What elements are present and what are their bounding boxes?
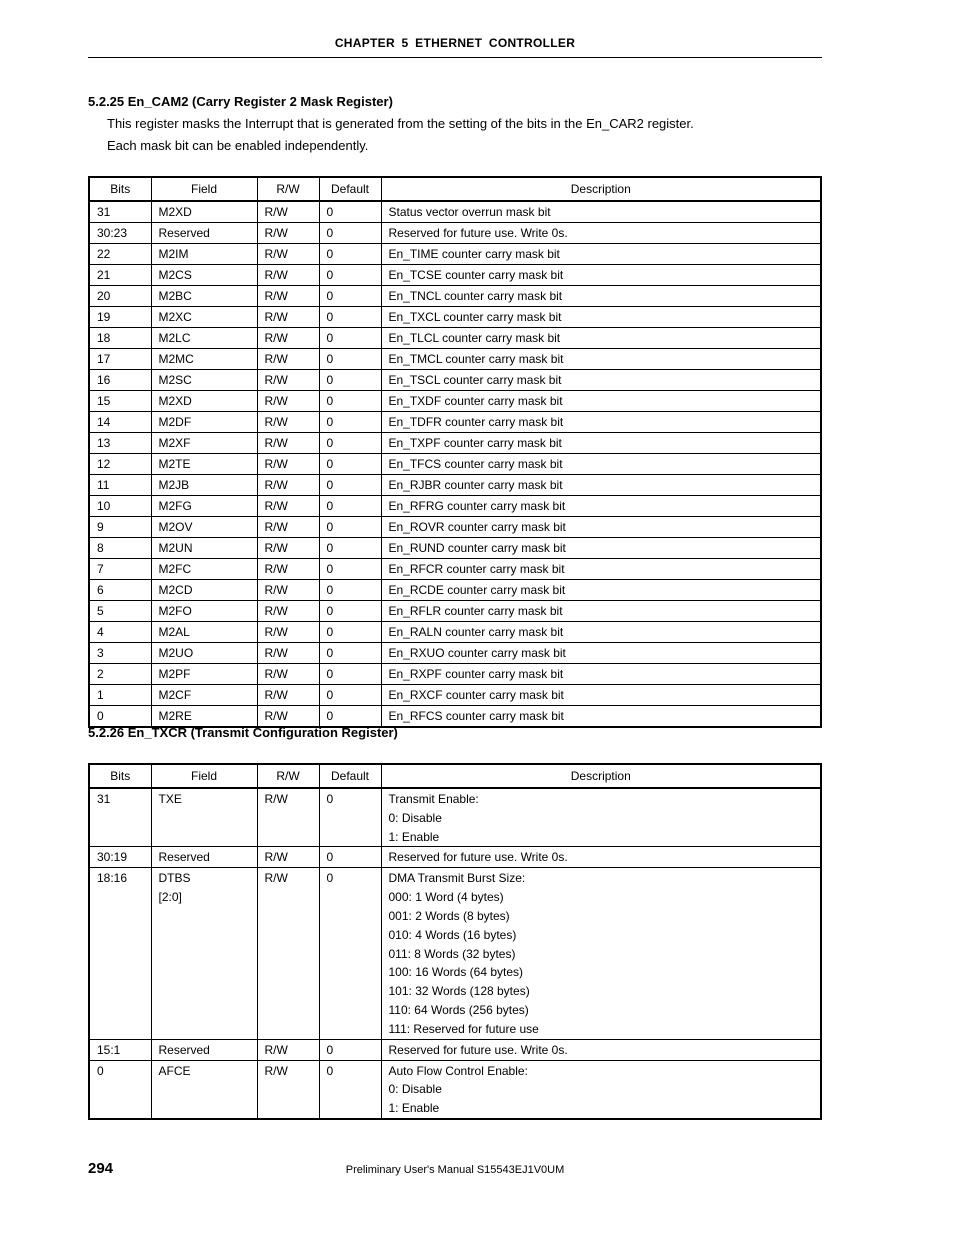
cell-field-line: [2:0] [158, 890, 182, 905]
cell-rw: R/W [257, 454, 319, 475]
cell-field: M2LC [151, 328, 257, 349]
intro-paragraph-2: Each mask bit can be enabled independently. [107, 138, 369, 153]
cell-rw: R/W [257, 328, 319, 349]
cell-description: En_RCDE counter carry mask bit [381, 580, 821, 601]
cell-default: 0 [319, 559, 381, 580]
cell-bits: 9 [89, 517, 151, 538]
cell-bits: 20 [89, 286, 151, 307]
table-row [89, 868, 821, 1039]
cell-description: En_TXCL counter carry mask bit [381, 307, 821, 328]
cell-description: En_RJBR counter carry mask bit [381, 475, 821, 496]
cell-default: 0 [319, 391, 381, 412]
cell-field-line: AFCE [158, 1063, 191, 1078]
cell-rw: R/W [257, 391, 319, 412]
cell-bits: 11 [89, 475, 151, 496]
header-bits: Bits [89, 764, 151, 788]
cell-rw: R/W [257, 370, 319, 391]
header-rw: R/W [257, 177, 319, 201]
cell-field: M2BC [151, 286, 257, 307]
cell-field-line: Reserved [158, 1042, 210, 1057]
cell-description-line: 110: 64 Words (256 bytes) [388, 1002, 529, 1017]
table-row [89, 847, 821, 868]
cell-field-line: Reserved [158, 850, 210, 865]
cell-bits: 13 [89, 433, 151, 454]
txcr-register-table [88, 763, 822, 1120]
cell-description: En_TXDF counter carry mask bit [381, 391, 821, 412]
cell-field: M2CD [151, 580, 257, 601]
cell-description: En_TIME counter carry mask bit [381, 244, 821, 265]
header-bits: Bits [89, 177, 151, 201]
cell-rw: R/W [257, 685, 319, 706]
cell-description-line: 1: Enable [388, 1101, 440, 1116]
table-row [89, 706, 821, 728]
header-field: Field [151, 764, 257, 788]
cell-default: 0 [319, 685, 381, 706]
cell-bits: 18 [89, 328, 151, 349]
cell-bits: 19 [89, 307, 151, 328]
cell-field: Reserved [151, 223, 257, 244]
cell-bits: 0 [89, 1060, 151, 1119]
cell-description-line: 111: Reserved for future use [388, 1021, 539, 1036]
cell-field [151, 847, 257, 868]
cell-description [381, 847, 821, 868]
cell-description [381, 788, 821, 847]
table-header-row [89, 764, 821, 788]
cell-default: 0 [319, 244, 381, 265]
cell-rw: R/W [257, 1060, 319, 1119]
cell-rw: R/W [257, 265, 319, 286]
cell-default: 0 [319, 643, 381, 664]
cell-bits: 12 [89, 454, 151, 475]
cell-description-line: 011: 8 Words (32 bytes) [388, 946, 516, 961]
table-row [89, 538, 821, 559]
section-title-txcr: 5.2.26 En_TXCR (Transmit Configuration Register) [88, 725, 398, 740]
cell-default: 0 [319, 1039, 381, 1060]
cell-rw: R/W [257, 433, 319, 454]
cell-field: M2MC [151, 349, 257, 370]
table-row [89, 265, 821, 286]
cell-description: En_TLCL counter carry mask bit [381, 328, 821, 349]
cell-field: M2SC [151, 370, 257, 391]
table-row [89, 601, 821, 622]
cell-rw: R/W [257, 1039, 319, 1060]
cell-description: En_RUND counter carry mask bit [381, 538, 821, 559]
table-row [89, 1060, 821, 1119]
cell-field: M2TE [151, 454, 257, 475]
cell-default: 0 [319, 517, 381, 538]
cell-default: 0 [319, 601, 381, 622]
cell-default: 0 [319, 496, 381, 517]
cell-rw: R/W [257, 847, 319, 868]
cell-bits: 31 [89, 201, 151, 223]
cell-description: En_RFCS counter carry mask bit [381, 706, 821, 728]
table-row [89, 559, 821, 580]
cell-description: En_RALN counter carry mask bit [381, 622, 821, 643]
cell-default: 0 [319, 788, 381, 847]
table-row [89, 412, 821, 433]
cell-bits: 10 [89, 496, 151, 517]
cell-rw: R/W [257, 496, 319, 517]
cell-field: M2FG [151, 496, 257, 517]
cell-field: M2RE [151, 706, 257, 728]
cell-rw: R/W [257, 643, 319, 664]
chapter-header: CHAPTER 5 ETHERNET CONTROLLER [334, 36, 576, 50]
header-rw: R/W [257, 764, 319, 788]
cell-bits: 6 [89, 580, 151, 601]
cell-description-line: Reserved for future use. Write 0s. [388, 850, 568, 865]
cell-field: M2XD [151, 201, 257, 223]
cell-description: En_TCSE counter carry mask bit [381, 265, 821, 286]
cell-description-line: Auto Flow Control Enable: [388, 1063, 528, 1078]
cell-default: 0 [319, 370, 381, 391]
cell-field: M2XD [151, 391, 257, 412]
table-row [89, 622, 821, 643]
cell-bits: 22 [89, 244, 151, 265]
cell-bits: 7 [89, 559, 151, 580]
table-header-row [89, 177, 821, 201]
cell-rw: R/W [257, 788, 319, 847]
cell-default: 0 [319, 433, 381, 454]
cell-rw: R/W [257, 412, 319, 433]
cell-description: Status vector overrun mask bit [381, 201, 821, 223]
cell-rw: R/W [257, 622, 319, 643]
cell-description-line: 101: 32 Words (128 bytes) [388, 984, 530, 999]
header-description: Description [381, 177, 821, 201]
table-row [89, 496, 821, 517]
cell-bits: 16 [89, 370, 151, 391]
table-row [89, 328, 821, 349]
cell-field: M2FO [151, 601, 257, 622]
page-number: 294 [88, 1160, 114, 1177]
cell-description-line: DMA Transmit Burst Size: [388, 871, 526, 886]
table-row [89, 370, 821, 391]
cell-bits: 17 [89, 349, 151, 370]
cell-field: M2UN [151, 538, 257, 559]
cell-default: 0 [319, 538, 381, 559]
cell-rw: R/W [257, 475, 319, 496]
cell-field: M2DF [151, 412, 257, 433]
cell-field: M2AL [151, 622, 257, 643]
cell-rw: R/W [257, 538, 319, 559]
cell-field: M2FC [151, 559, 257, 580]
table-row [89, 433, 821, 454]
intro-paragraph-1: This register masks the Interrupt that is generated from the setting of the bits in the En_CAR2 register. [107, 116, 694, 131]
cell-default: 0 [319, 349, 381, 370]
cell-rw: R/W [257, 244, 319, 265]
cell-description: En_RFCR counter carry mask bit [381, 559, 821, 580]
cell-description: En_RFLR counter carry mask bit [381, 601, 821, 622]
cell-rw: R/W [257, 580, 319, 601]
cell-default: 0 [319, 868, 381, 1039]
cell-description: Reserved for future use. Write 0s. [381, 223, 821, 244]
cell-default: 0 [319, 664, 381, 685]
cell-field: M2IM [151, 244, 257, 265]
table-row [89, 286, 821, 307]
cell-default: 0 [319, 580, 381, 601]
cell-description-line: 100: 16 Words (64 bytes) [388, 965, 524, 980]
cell-field: M2XF [151, 433, 257, 454]
cell-bits: 5 [89, 601, 151, 622]
cell-field: M2OV [151, 517, 257, 538]
cell-default: 0 [319, 286, 381, 307]
cell-bits: 3 [89, 643, 151, 664]
cell-rw: R/W [257, 223, 319, 244]
cell-bits: 0 [89, 706, 151, 728]
cell-description: En_TDFR counter carry mask bit [381, 412, 821, 433]
cell-bits: 15 [89, 391, 151, 412]
cell-default: 0 [319, 223, 381, 244]
header-description: Description [381, 764, 821, 788]
cam2-register-table [88, 176, 822, 728]
cell-rw: R/W [257, 559, 319, 580]
cell-rw: R/W [257, 601, 319, 622]
table-row [89, 517, 821, 538]
table-row [89, 244, 821, 265]
table-row [89, 391, 821, 412]
cell-field: M2JB [151, 475, 257, 496]
table-row [89, 475, 821, 496]
cell-description: En_RFRG counter carry mask bit [381, 496, 821, 517]
cell-description: En_TSCL counter carry mask bit [381, 370, 821, 391]
cell-field [151, 1060, 257, 1119]
cell-description [381, 868, 821, 1039]
cell-field: M2PF [151, 664, 257, 685]
cell-default: 0 [319, 265, 381, 286]
cell-description-line: 1: Enable [388, 829, 440, 844]
cell-rw: R/W [257, 517, 319, 538]
cell-rw: R/W [257, 307, 319, 328]
table-row [89, 643, 821, 664]
footer-manual-id: Preliminary User's Manual S15543EJ1V0UM [345, 1164, 565, 1176]
table-row [89, 307, 821, 328]
table-row [89, 580, 821, 601]
cell-default: 0 [319, 622, 381, 643]
cell-bits: 1 [89, 685, 151, 706]
cell-bits: 21 [89, 265, 151, 286]
cell-description-line: 001: 2 Words (8 bytes) [388, 908, 510, 923]
cell-field: M2XC [151, 307, 257, 328]
cell-description: En_ROVR counter carry mask bit [381, 517, 821, 538]
cell-field [151, 1039, 257, 1060]
cell-description: En_TMCL counter carry mask bit [381, 349, 821, 370]
cell-default: 0 [319, 1060, 381, 1119]
header-default: Default [319, 764, 381, 788]
table-row [89, 349, 821, 370]
cell-default: 0 [319, 412, 381, 433]
cell-bits: 18:16 [89, 868, 151, 1039]
cell-bits: 2 [89, 664, 151, 685]
cell-default: 0 [319, 201, 381, 223]
table-row [89, 1039, 821, 1060]
cell-default: 0 [319, 847, 381, 868]
cell-description: En_TNCL counter carry mask bit [381, 286, 821, 307]
section-title-cam2: 5.2.25 En_CAM2 (Carry Register 2 Mask Register) [88, 94, 393, 109]
table-row [89, 664, 821, 685]
cell-bits: 30:19 [89, 847, 151, 868]
cell-description: En_TFCS counter carry mask bit [381, 454, 821, 475]
table-row [89, 454, 821, 475]
table-row [89, 223, 821, 244]
cell-description-line: Reserved for future use. Write 0s. [388, 1042, 568, 1057]
cell-default: 0 [319, 328, 381, 349]
cell-bits: 30:23 [89, 223, 151, 244]
cell-bits: 4 [89, 622, 151, 643]
cell-bits: 8 [89, 538, 151, 559]
cell-default: 0 [319, 307, 381, 328]
table-row [89, 788, 821, 847]
table-row [89, 201, 821, 223]
cell-field: M2CS [151, 265, 257, 286]
cell-rw: R/W [257, 286, 319, 307]
table-row [89, 685, 821, 706]
cell-description-line: 0: Disable [388, 810, 442, 825]
cell-bits: 15:1 [89, 1039, 151, 1060]
cell-field [151, 868, 257, 1039]
cell-description-line: 0: Disable [388, 1082, 442, 1097]
header-rule [88, 57, 822, 58]
cell-description-line: 000: 1 Word (4 bytes) [388, 890, 504, 905]
cell-description: En_RXUO counter carry mask bit [381, 643, 821, 664]
cell-field-line: DTBS [158, 871, 191, 886]
cell-description [381, 1039, 821, 1060]
cell-field: M2CF [151, 685, 257, 706]
cell-description-line: Transmit Enable: [388, 792, 479, 806]
header-field: Field [151, 177, 257, 201]
cell-default: 0 [319, 454, 381, 475]
cell-bits: 31 [89, 788, 151, 847]
cell-description: En_RXCF counter carry mask bit [381, 685, 821, 706]
cell-rw: R/W [257, 868, 319, 1039]
cell-default: 0 [319, 706, 381, 728]
cell-field: M2UO [151, 643, 257, 664]
cell-rw: R/W [257, 706, 319, 728]
cell-description: En_RXPF counter carry mask bit [381, 664, 821, 685]
header-default: Default [319, 177, 381, 201]
cell-rw: R/W [257, 201, 319, 223]
cell-description-line: 010: 4 Words (16 bytes) [388, 927, 517, 942]
cell-description: En_TXPF counter carry mask bit [381, 433, 821, 454]
cell-default: 0 [319, 475, 381, 496]
cell-bits: 14 [89, 412, 151, 433]
cell-field [151, 788, 257, 847]
cell-rw: R/W [257, 664, 319, 685]
cell-rw: R/W [257, 349, 319, 370]
cell-description [381, 1060, 821, 1119]
cell-field-line: TXE [158, 792, 182, 806]
